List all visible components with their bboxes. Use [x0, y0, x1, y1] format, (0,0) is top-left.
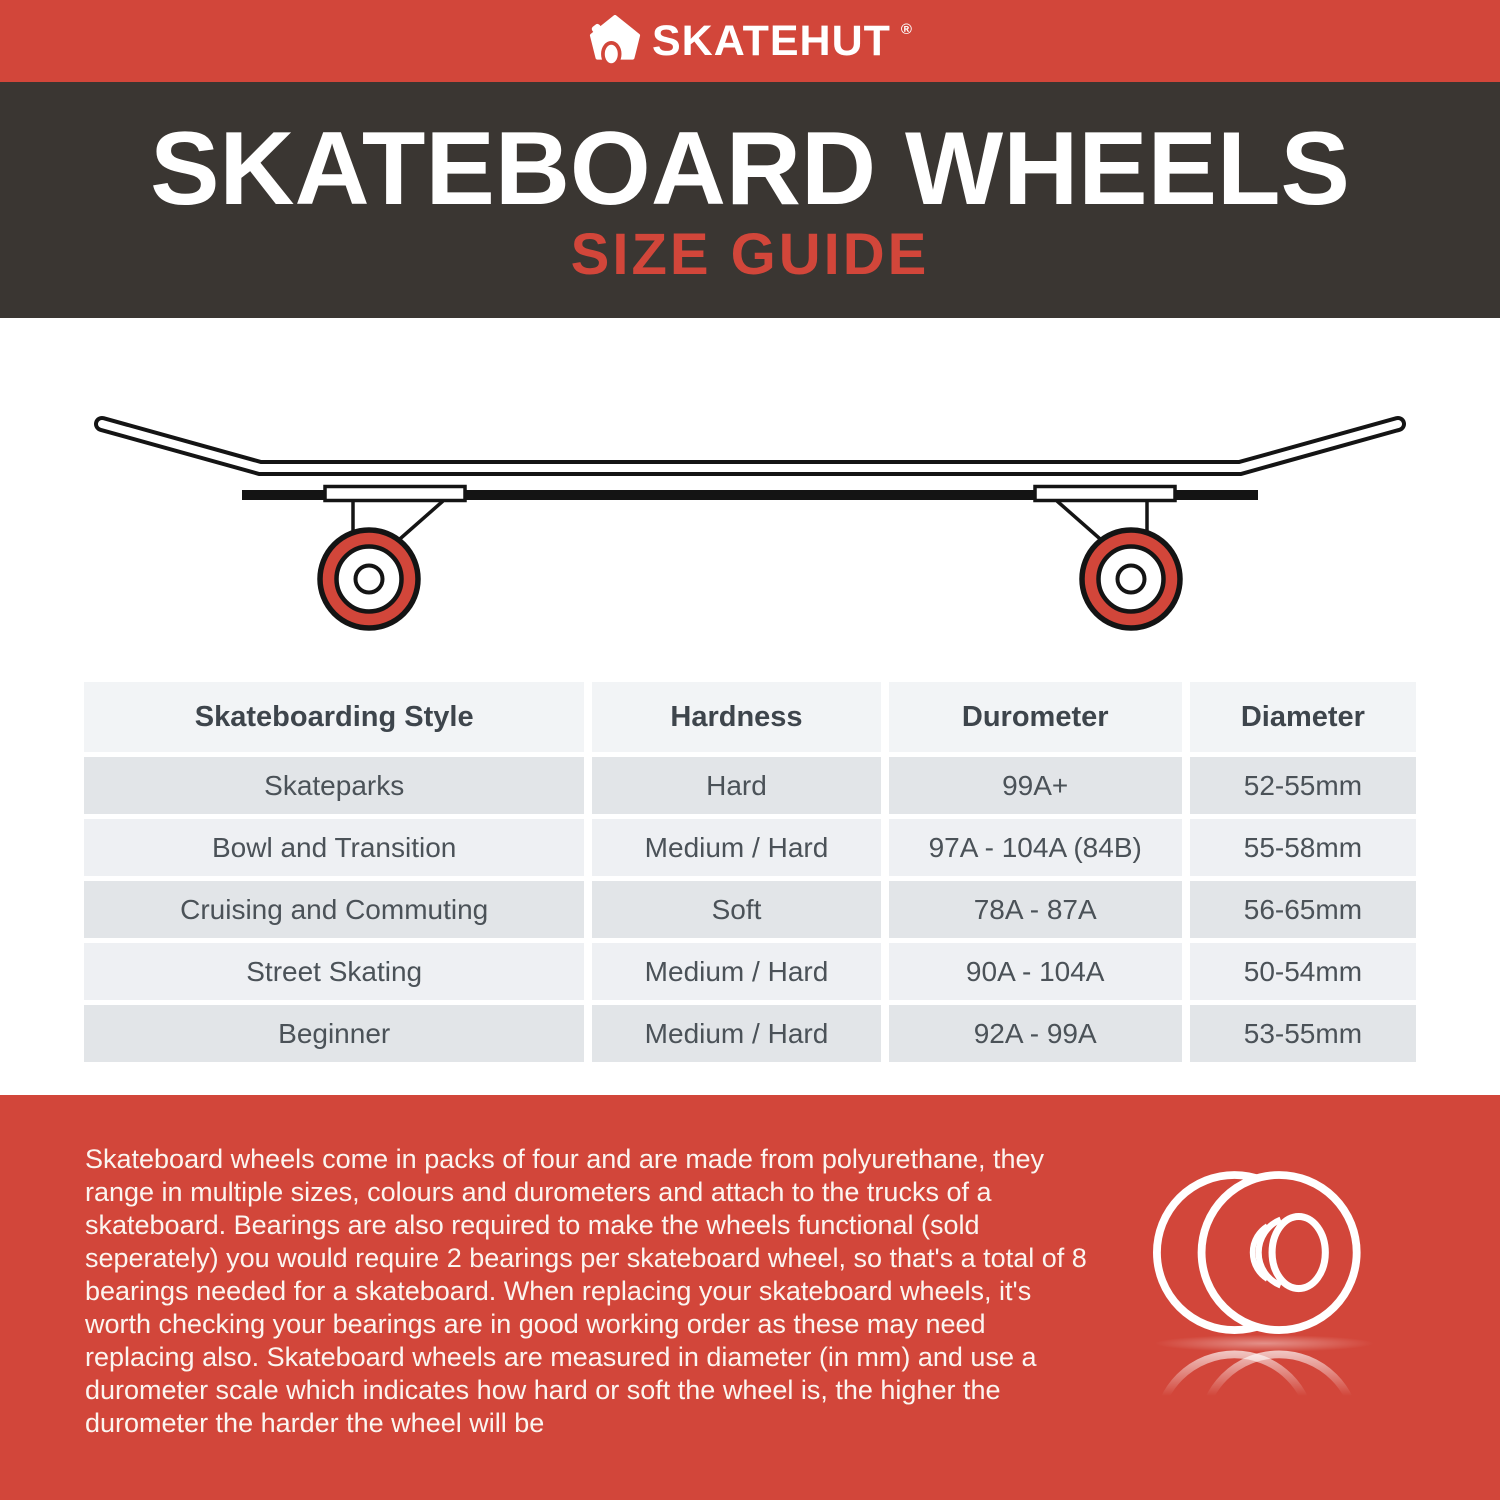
cell-hardness: Soft — [592, 881, 880, 938]
cell-diameter: 55-58mm — [1190, 819, 1416, 876]
page-subtitle: SIZE GUIDE — [570, 222, 930, 288]
cell-hardness: Medium / Hard — [592, 1005, 880, 1062]
skateboard-illustration — [80, 398, 1420, 648]
cell-diameter: 52-55mm — [1190, 757, 1416, 814]
cell-style: Street Skating — [84, 943, 584, 1000]
skateboard-side-view-svg — [80, 398, 1420, 648]
page-title: SKATEBOARD WHEELS — [150, 110, 1350, 227]
cell-durometer: 97A - 104A (84B) — [889, 819, 1182, 876]
column-header-hardness: Hardness — [592, 682, 880, 752]
size-table — [84, 682, 1416, 1062]
cell-durometer: 78A - 87A — [889, 881, 1182, 938]
cell-style: Skateparks — [84, 757, 584, 814]
top-bar — [0, 0, 1500, 82]
cell-durometer: 92A - 99A — [889, 1005, 1182, 1062]
banner — [0, 82, 1500, 318]
cell-diameter: 53-55mm — [1190, 1005, 1416, 1062]
registered-mark: ® — [900, 21, 912, 38]
footer-section — [0, 1095, 1500, 1500]
hut-icon — [588, 15, 642, 67]
cell-hardness: Medium / Hard — [592, 819, 880, 876]
cell-hardness: Medium / Hard — [592, 943, 880, 1000]
content-section — [0, 318, 1500, 1095]
cell-style: Beginner — [84, 1005, 584, 1062]
skatehut-logo — [588, 15, 912, 67]
cell-durometer: 90A - 104A — [889, 943, 1182, 1000]
cell-style: Cruising and Commuting — [84, 881, 584, 938]
column-header-durometer: Durometer — [889, 682, 1182, 752]
cell-diameter: 50-54mm — [1190, 943, 1416, 1000]
column-header-diameter: Diameter — [1190, 682, 1416, 752]
cell-style: Bowl and Transition — [84, 819, 584, 876]
column-header-style: Skateboarding Style — [84, 682, 584, 752]
cell-diameter: 56-65mm — [1190, 881, 1416, 938]
logo-text: SKATEHUT — [652, 16, 891, 65]
wheel-icon — [1100, 1153, 1440, 1500]
description-text: Skateboard wheels come in packs of four and are made from polyurethane, they range in multiple sizes, colours and durometers and attach to the trucks of a skateboard. Bearings are also required to make the wheels functional (sold seperately) you would require 2 bearings per skateboard wheel, so that's a total of 8 bearings needed for a skateboard. When replacing your skateboard wheels, it's worth checking your bearings are in good working order as these may need replacing also. Skateboard wheels are measured in diameter (in mm) and use a durometer scale which indicates how hard or soft the wheel is, the higher the durometer the harder the wheel will be — [85, 1144, 1087, 1438]
cell-durometer: 99A+ — [889, 757, 1182, 814]
cell-hardness: Hard — [592, 757, 880, 814]
